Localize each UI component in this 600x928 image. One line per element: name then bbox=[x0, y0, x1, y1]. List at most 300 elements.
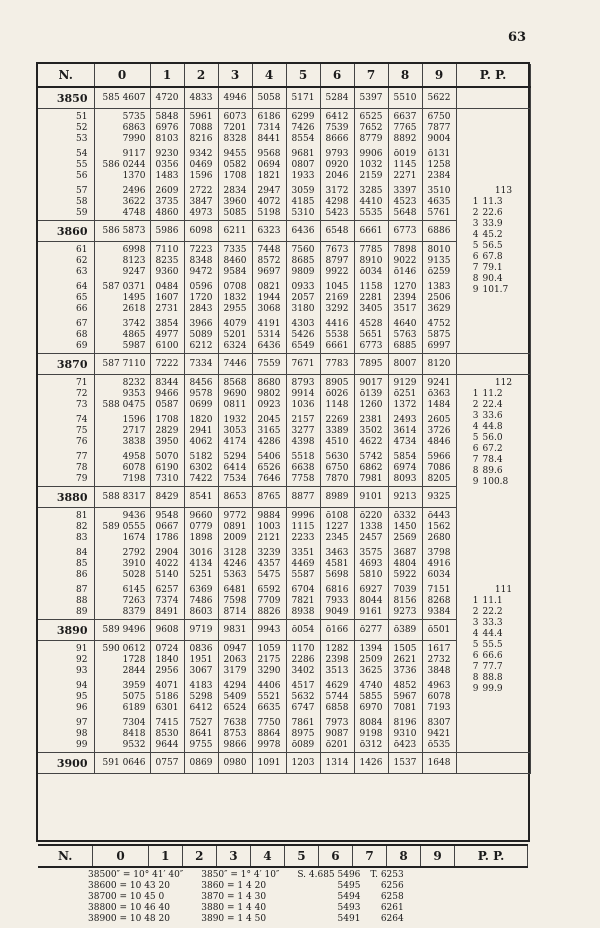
log-value: 6212 bbox=[189, 341, 213, 351]
log-value-group bbox=[388, 375, 422, 413]
log-value-0: 6189 bbox=[122, 703, 146, 713]
log-value-group bbox=[422, 183, 456, 221]
log-value: 3397 bbox=[393, 186, 417, 196]
pp-digit: 5 bbox=[472, 241, 479, 251]
log-value: 5182 bbox=[189, 452, 213, 462]
log-value-group bbox=[150, 109, 184, 147]
log-value: 1426 bbox=[354, 753, 388, 774]
log-value: 3059 bbox=[291, 186, 315, 196]
log-value: 8460 bbox=[223, 256, 247, 266]
row-number: 61 bbox=[76, 245, 88, 255]
log-value: 4022 bbox=[155, 559, 179, 569]
log-value-group bbox=[150, 412, 184, 449]
log-value: 7877 bbox=[427, 123, 451, 133]
row-number: 3880 bbox=[38, 487, 94, 508]
log-value: 6525 bbox=[359, 112, 383, 122]
log-value: 1840 bbox=[155, 655, 179, 665]
log-value-group bbox=[422, 641, 456, 679]
log-value: 2121 bbox=[257, 533, 281, 543]
group-row bbox=[38, 316, 530, 354]
log-value-group bbox=[150, 641, 184, 679]
log-value: 9608 bbox=[150, 620, 184, 641]
log-value-group bbox=[252, 109, 286, 147]
log-value: 5966 bbox=[427, 452, 451, 462]
log-value: 9472 bbox=[189, 267, 213, 277]
log-value-group bbox=[252, 375, 286, 413]
log-value: 9241 bbox=[427, 378, 451, 388]
row-number: 59 bbox=[76, 208, 88, 218]
log-value: 9866 bbox=[223, 740, 247, 750]
log-value: 4185 bbox=[291, 197, 315, 207]
log-value-0-group bbox=[94, 715, 150, 753]
log-value: 8328 bbox=[223, 134, 247, 144]
row-number: 65 bbox=[76, 293, 88, 303]
log-value: 3517 bbox=[393, 304, 417, 314]
log-value: 6211 bbox=[218, 221, 252, 242]
log-value: 4286 bbox=[257, 437, 281, 447]
log-value: 1832 bbox=[223, 293, 247, 303]
row-number-group bbox=[38, 545, 94, 582]
log-value-group bbox=[184, 678, 218, 715]
log-value-group bbox=[218, 545, 252, 582]
log-value-group bbox=[422, 375, 456, 413]
log-value: ō139 bbox=[359, 389, 383, 399]
row-number: 79 bbox=[76, 474, 88, 484]
log-value: 6302 bbox=[189, 463, 213, 473]
row-number-group bbox=[38, 279, 94, 316]
log-value-group bbox=[422, 508, 456, 546]
log-value: ō277 bbox=[354, 620, 388, 641]
log-value: 2941 bbox=[189, 426, 213, 436]
group-row bbox=[38, 715, 530, 753]
log-value-0: 585 4607 bbox=[94, 87, 150, 109]
log-value-group bbox=[150, 242, 184, 280]
log-value: 5961 bbox=[189, 112, 213, 122]
t-header: T. 6253 bbox=[370, 870, 404, 880]
log-value-group bbox=[150, 678, 184, 715]
log-value: 6885 bbox=[393, 341, 417, 351]
log-value: 1059 bbox=[257, 644, 281, 654]
log-value: 3172 bbox=[325, 186, 349, 196]
log-value: 7646 bbox=[257, 474, 281, 484]
pp-row bbox=[465, 673, 529, 684]
log-value: 6073 bbox=[223, 112, 247, 122]
log-value-group bbox=[286, 449, 320, 487]
log-value: 0807 bbox=[291, 160, 315, 170]
pp-row bbox=[465, 629, 529, 640]
footer-column-header: 3 bbox=[217, 846, 251, 866]
log-value: ō146 bbox=[393, 267, 417, 277]
log-value-0: 3959 bbox=[122, 681, 146, 691]
row-number-group bbox=[38, 449, 94, 487]
log-value: 8572 bbox=[257, 256, 281, 266]
log-value: 6526 bbox=[257, 463, 281, 473]
log-value-group bbox=[184, 279, 218, 316]
log-value-group bbox=[252, 678, 286, 715]
log-value-group bbox=[388, 316, 422, 354]
row-number-group bbox=[38, 183, 94, 221]
log-value-0: 589 9496 bbox=[94, 620, 150, 641]
log-value: 5423 bbox=[325, 208, 349, 218]
major-row bbox=[38, 87, 530, 109]
log-value: 2063 bbox=[223, 655, 247, 665]
log-value: 0484 bbox=[155, 282, 179, 292]
log-value: 6862 bbox=[359, 463, 383, 473]
pp-cell bbox=[456, 354, 530, 375]
pp-value: 56.5 bbox=[482, 241, 503, 251]
row-number: 76 bbox=[76, 437, 88, 447]
log-value-group bbox=[388, 183, 422, 221]
conversion-line: 38500″ = 10° 41′ 40″ bbox=[88, 870, 184, 880]
column-header: 6 bbox=[320, 64, 354, 87]
row-number: 62 bbox=[76, 256, 88, 266]
log-value: 2493 bbox=[393, 415, 417, 425]
log-value: 5294 bbox=[223, 452, 247, 462]
log-value: ō363 bbox=[427, 389, 451, 399]
pp-row bbox=[465, 389, 529, 400]
log-value-group bbox=[286, 242, 320, 280]
log-value: 8793 bbox=[291, 378, 315, 388]
log-value-group bbox=[286, 545, 320, 582]
pp-digit: 1 bbox=[472, 389, 479, 399]
log-value-0: 588 0475 bbox=[102, 400, 146, 410]
column-header: 0 bbox=[94, 64, 150, 87]
log-value: 5310 bbox=[291, 208, 315, 218]
log-value: 8216 bbox=[189, 134, 213, 144]
log-value-group bbox=[286, 641, 320, 679]
log-value-group bbox=[252, 242, 286, 280]
log-value: 9943 bbox=[252, 620, 286, 641]
log-value: 2506 bbox=[427, 293, 451, 303]
log-value-group bbox=[354, 146, 388, 183]
log-value: 4406 bbox=[257, 681, 281, 691]
pp-value: 88.8 bbox=[482, 673, 503, 683]
log-value: 5171 bbox=[286, 87, 320, 109]
log-value: 7895 bbox=[354, 354, 388, 375]
log-value: 4357 bbox=[257, 559, 281, 569]
log-value: 1484 bbox=[427, 400, 451, 410]
log-value: ō131 bbox=[427, 149, 451, 159]
log-value: 8491 bbox=[155, 607, 179, 617]
log-value-group bbox=[354, 316, 388, 354]
log-value-group bbox=[150, 715, 184, 753]
log-value-group bbox=[218, 279, 252, 316]
log-value: 9644 bbox=[155, 740, 179, 750]
log-value: 2732 bbox=[427, 655, 451, 665]
t-value: 6258 bbox=[380, 892, 404, 902]
log-value: 7652 bbox=[359, 123, 383, 133]
pp-cell bbox=[456, 753, 530, 774]
log-value-group bbox=[150, 183, 184, 221]
log-value-group bbox=[218, 146, 252, 183]
log-value: 0356 bbox=[155, 160, 179, 170]
pp-row bbox=[465, 455, 529, 466]
log-value: 3736 bbox=[393, 666, 417, 676]
group-row bbox=[38, 508, 530, 546]
log-value: 2569 bbox=[393, 533, 417, 543]
pp-digit: 2 bbox=[472, 400, 479, 410]
s-value: 5495 bbox=[337, 881, 361, 891]
log-value: 9978 bbox=[257, 740, 281, 750]
log-value-group bbox=[252, 582, 286, 620]
log-value: 8653 bbox=[218, 487, 252, 508]
pp-digit: 1 bbox=[472, 596, 479, 606]
log-value: 3735 bbox=[155, 197, 179, 207]
conversion-minutes bbox=[201, 870, 279, 925]
log-value-group bbox=[354, 375, 388, 413]
log-value-0: 9532 bbox=[122, 740, 146, 750]
log-value: 6592 bbox=[257, 585, 281, 595]
pp-digit: 6 bbox=[472, 444, 479, 454]
log-value: 2457 bbox=[359, 533, 383, 543]
log-value: 1596 bbox=[189, 171, 213, 181]
log-value: 5085 bbox=[223, 208, 247, 218]
pp-digit: 3 bbox=[472, 618, 479, 628]
pp-value: 11.1 bbox=[482, 596, 503, 606]
log-value: 7560 bbox=[291, 245, 315, 255]
log-value: 9384 bbox=[427, 607, 451, 617]
log-value: 8307 bbox=[427, 718, 451, 728]
log-value: 7598 bbox=[223, 596, 247, 606]
log-value: 8541 bbox=[184, 487, 218, 508]
log-value: 6773 bbox=[388, 221, 422, 242]
pp-digit: 2 bbox=[472, 208, 479, 218]
log-value: 7151 bbox=[427, 585, 451, 595]
row-number: 88 bbox=[76, 596, 88, 606]
log-value: 4740 bbox=[359, 681, 383, 691]
log-value-group bbox=[184, 375, 218, 413]
log-value: 3510 bbox=[427, 186, 451, 196]
log-value: 9230 bbox=[155, 149, 179, 159]
log-value: 8235 bbox=[155, 256, 179, 266]
major-row bbox=[38, 354, 530, 375]
log-value: 9342 bbox=[189, 149, 213, 159]
log-value: 7539 bbox=[325, 123, 349, 133]
log-value-group bbox=[218, 508, 252, 546]
log-value-group bbox=[150, 146, 184, 183]
log-value-group bbox=[218, 183, 252, 221]
log-value-group bbox=[354, 641, 388, 679]
log-value-group bbox=[286, 582, 320, 620]
log-value-0-group bbox=[94, 678, 150, 715]
log-value: 8007 bbox=[388, 354, 422, 375]
log-value-group bbox=[354, 279, 388, 316]
log-value: 9213 bbox=[388, 487, 422, 508]
log-value-group bbox=[252, 146, 286, 183]
log-value: 1045 bbox=[325, 282, 349, 292]
log-value: ō220 bbox=[359, 511, 383, 521]
pp-row bbox=[465, 444, 529, 455]
log-value-group bbox=[388, 279, 422, 316]
s-value: 5493 bbox=[337, 903, 361, 913]
log-value: 7334 bbox=[184, 354, 218, 375]
pp-table-head: 111 bbox=[494, 585, 513, 595]
log-value: 1708 bbox=[155, 415, 179, 425]
log-value: 8103 bbox=[155, 134, 179, 144]
log-value-group bbox=[422, 279, 456, 316]
pp-digit: 8 bbox=[472, 466, 479, 476]
log-value-0: 587 7110 bbox=[94, 354, 150, 375]
log-value-group bbox=[218, 582, 252, 620]
log-value: 1932 bbox=[223, 415, 247, 425]
log-value: 7534 bbox=[223, 474, 247, 484]
log-value: 0980 bbox=[218, 753, 252, 774]
log-value-0: 8232 bbox=[122, 378, 146, 388]
log-value: 5058 bbox=[252, 87, 286, 109]
row-number: 3890 bbox=[38, 620, 94, 641]
log-value-group bbox=[252, 412, 286, 449]
row-number-group bbox=[38, 715, 94, 753]
log-value: 0667 bbox=[155, 522, 179, 532]
log-value-0-group bbox=[94, 316, 150, 354]
pp-value: 44.4 bbox=[482, 629, 503, 639]
log-value: 5426 bbox=[291, 330, 315, 340]
log-value-0: 2717 bbox=[122, 426, 146, 436]
log-value: 1372 bbox=[393, 400, 417, 410]
log-value-group bbox=[252, 279, 286, 316]
log-value: 3053 bbox=[223, 426, 247, 436]
log-value: 0923 bbox=[257, 400, 281, 410]
log-value-0: 2844 bbox=[122, 666, 146, 676]
log-value: 3068 bbox=[257, 304, 281, 314]
log-value: 5538 bbox=[325, 330, 349, 340]
row-number: 77 bbox=[76, 452, 88, 462]
log-value: 4852 bbox=[393, 681, 417, 691]
row-number-group bbox=[38, 582, 94, 620]
log-value: 0920 bbox=[325, 160, 349, 170]
s-t-column bbox=[297, 870, 403, 925]
column-header: 4 bbox=[252, 64, 286, 87]
log-value: 6323 bbox=[252, 221, 286, 242]
log-value: 2680 bbox=[427, 533, 451, 543]
log-value: 4303 bbox=[291, 319, 315, 329]
log-value: 4528 bbox=[359, 319, 383, 329]
pp-value: 22.6 bbox=[482, 208, 503, 218]
log-value: 7870 bbox=[325, 474, 349, 484]
pp-row bbox=[465, 596, 529, 607]
column-header: 5 bbox=[286, 64, 320, 87]
pp-value: 33.3 bbox=[482, 618, 503, 628]
row-number: 84 bbox=[76, 548, 88, 558]
log-value: 8010 bbox=[427, 245, 451, 255]
log-value: 9681 bbox=[291, 149, 315, 159]
log-value: 8975 bbox=[291, 729, 315, 739]
pp-value: 89.6 bbox=[482, 466, 503, 476]
log-value: 5475 bbox=[257, 570, 281, 580]
log-value-0-group bbox=[94, 582, 150, 620]
pp-row bbox=[465, 651, 529, 662]
column-header: 3 bbox=[218, 64, 252, 87]
pp-value: 11.3 bbox=[482, 197, 503, 207]
log-value-0: 588 8317 bbox=[94, 487, 150, 508]
conversion-line: 38800 = 10 46 40 bbox=[88, 903, 170, 913]
pp-row bbox=[465, 230, 529, 241]
log-value: 7201 bbox=[223, 123, 247, 133]
log-value: 8530 bbox=[155, 729, 179, 739]
log-value: ō443 bbox=[427, 511, 451, 521]
footer-column-header: 8 bbox=[387, 846, 421, 866]
log-value-0: 1596 bbox=[122, 415, 146, 425]
log-value: 5761 bbox=[427, 208, 451, 218]
log-value-group bbox=[320, 678, 354, 715]
log-value: 9922 bbox=[325, 267, 349, 277]
log-value: 5763 bbox=[393, 330, 417, 340]
row-number-group bbox=[38, 242, 94, 280]
row-number: 67 bbox=[76, 319, 88, 329]
log-value: 4833 bbox=[184, 87, 218, 109]
log-value: 9660 bbox=[189, 511, 213, 521]
log-value: 4846 bbox=[427, 437, 451, 447]
log-value: 8196 bbox=[393, 718, 417, 728]
log-value: 6301 bbox=[155, 703, 179, 713]
row-number-group bbox=[38, 508, 94, 546]
log-value: 3798 bbox=[427, 548, 451, 558]
log-value: 3513 bbox=[325, 666, 349, 676]
log-value: 1450 bbox=[393, 522, 417, 532]
pp-value: 45.2 bbox=[482, 230, 503, 240]
log-value: 2169 bbox=[325, 293, 349, 303]
log-value-0-group bbox=[94, 183, 150, 221]
row-number: 86 bbox=[76, 570, 88, 580]
log-value-group bbox=[286, 146, 320, 183]
log-value: 1537 bbox=[388, 753, 422, 774]
log-value-0-group bbox=[94, 242, 150, 280]
log-value-group bbox=[184, 183, 218, 221]
log-value: 3463 bbox=[325, 548, 349, 558]
log-value: 6976 bbox=[155, 123, 179, 133]
log-value: 6661 bbox=[354, 221, 388, 242]
log-value: 4693 bbox=[359, 559, 383, 569]
log-value: 1648 bbox=[422, 753, 456, 774]
log-value-group bbox=[252, 641, 286, 679]
pp-row bbox=[465, 618, 529, 629]
log-value-0: 6078 bbox=[122, 463, 146, 473]
log-value: 7110 bbox=[155, 245, 179, 255]
log-value: 9049 bbox=[325, 607, 349, 617]
log-value-group bbox=[184, 316, 218, 354]
log-value-0: 2496 bbox=[122, 186, 146, 196]
log-value: 8765 bbox=[252, 487, 286, 508]
log-value-group bbox=[388, 508, 422, 546]
log-value: 5298 bbox=[189, 692, 213, 702]
log-value: 9578 bbox=[189, 389, 213, 399]
log-value-group bbox=[184, 449, 218, 487]
log-value: 4973 bbox=[189, 208, 213, 218]
pp-row bbox=[465, 219, 529, 230]
log-value: 1820 bbox=[189, 415, 213, 425]
log-value: 8205 bbox=[427, 474, 451, 484]
log-value: 4294 bbox=[223, 681, 247, 691]
conversion-line: 38900 = 10 48 20 bbox=[88, 914, 170, 924]
log-value: ō166 bbox=[320, 620, 354, 641]
row-number: 51 bbox=[76, 112, 88, 122]
log-value: 2956 bbox=[155, 666, 179, 676]
log-value-group bbox=[422, 678, 456, 715]
log-value: ō312 bbox=[359, 740, 383, 750]
log-value: 6034 bbox=[427, 570, 451, 580]
log-value-group bbox=[354, 109, 388, 147]
log-value-0-group bbox=[94, 109, 150, 147]
log-value: 8910 bbox=[359, 256, 383, 266]
log-value: 5742 bbox=[359, 452, 383, 462]
log-value: 5587 bbox=[291, 570, 315, 580]
pp-digit: 6 bbox=[472, 651, 479, 661]
row-number: 93 bbox=[76, 666, 88, 676]
log-value: 7821 bbox=[291, 596, 315, 606]
row-number: 74 bbox=[76, 415, 88, 425]
log-value-group bbox=[218, 641, 252, 679]
log-value: 5251 bbox=[189, 570, 213, 580]
